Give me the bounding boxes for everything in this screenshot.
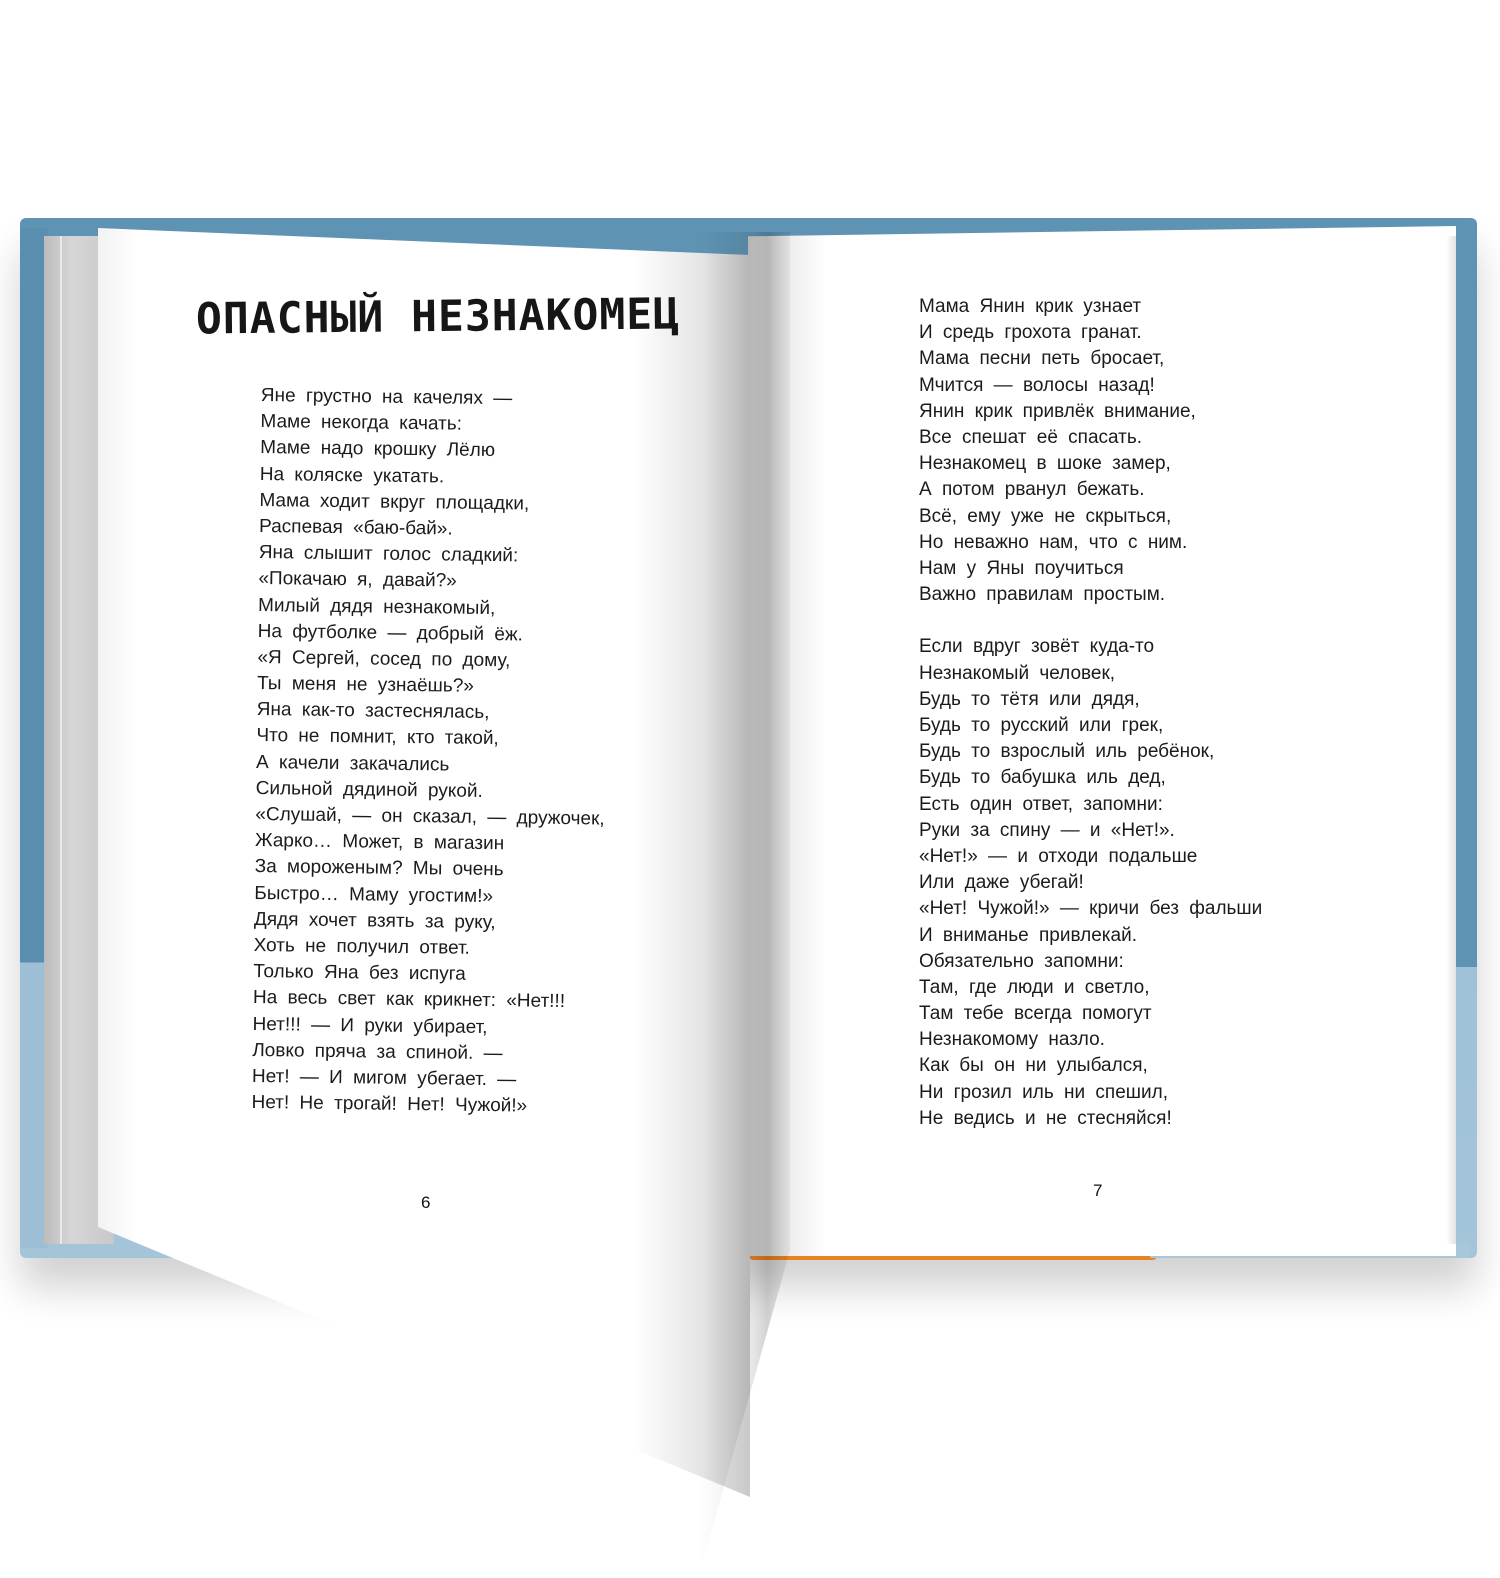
poem-line: Руки за спину — и «Нет!». (919, 819, 1175, 841)
right-poem (919, 294, 1262, 1132)
chapter-title: ОПАСНЫЙ НЕЗНАКОМЕЦ (195, 289, 681, 345)
poem-line: А качели закачались (255, 751, 450, 776)
poem-line: Милый дядя незнакомый, (257, 594, 496, 619)
poem-line: Ты меня не узнаёшь?» (256, 673, 475, 697)
poem-line: Жарко… Может, в магазин (254, 830, 505, 855)
poem-line: «Нет! Чужой!» — кричи без фальши (919, 898, 1263, 920)
page-number-right: 7 (1093, 1181, 1103, 1200)
poem-line: Маме некогда качать: (260, 411, 463, 435)
poem-line: Только Яна без испуга (253, 961, 466, 985)
poem-line: Всё, ему уже не скрыться, (919, 505, 1172, 527)
poem-line: «Покачаю я, давай?» (258, 568, 457, 592)
poem-line: Распевая «баю-бай». (258, 515, 453, 540)
poem-line: На весь свет как крикнет: «Нет!!! (252, 987, 566, 1013)
poem-line: Нет!!! — И руки убирает, (252, 1013, 488, 1038)
poem-line: Мама песни петь бросает, (919, 348, 1165, 370)
poem-line: «Слушай, — он сказал, — дружочек, (255, 803, 605, 830)
poem-line: «Нет!» — и отходи подальше (919, 845, 1198, 867)
poem-line: На коляске укатать. (259, 463, 445, 487)
poem-line: Все спешат её спасать. (919, 426, 1143, 448)
poem-line: Мама ходит вкруг площадки, (259, 489, 530, 515)
poem-line: А потом рванул бежать. (919, 479, 1145, 501)
poem-line: И вниманье привлекай. (919, 924, 1137, 946)
page-number-left: 6 (421, 1193, 431, 1212)
right-page-edge (1446, 236, 1456, 1244)
poem-line: Ни грозил иль ни спешил, (919, 1081, 1168, 1103)
poem-line: Не ведись и не стесняйся! (919, 1107, 1172, 1129)
poem-line: Если вдруг зовёт куда-то (919, 636, 1155, 658)
poem-line: Незнакомому назло. (919, 1029, 1105, 1051)
poem-line: Незнакомец в шоке замер, (919, 453, 1171, 475)
poem-line: Нам у Яны поучиться (919, 557, 1124, 579)
poem-line: Яне грустно на качелях — (260, 384, 513, 410)
poem-line: Быстро… Маму угостим!» (254, 882, 494, 907)
poem-line: Маме надо крошку Лёлю (260, 437, 496, 462)
poem-line: Будь то бабушка иль дед, (919, 767, 1166, 789)
stanza-gap (919, 608, 1262, 634)
poem-line: Яна слышит голос сладкий: (258, 542, 519, 567)
poem-line: Мчится — волосы назад! (919, 374, 1155, 396)
poem-line: Там, где люди и светло, (919, 976, 1150, 998)
poem-line: Будь то тётя или дядя, (919, 688, 1140, 710)
poem-line: «Я Сергей, сосед по дому, (257, 646, 511, 672)
poem-line: Нет! Не трогай! Нет! Чужой!» (251, 1092, 528, 1117)
poem-line: Нет! — И мигом убегает. — (251, 1065, 517, 1091)
poem-line: Яна как-то застеснялась, (256, 699, 490, 724)
poem-line: Как бы он ни улыбался, (919, 1055, 1148, 1077)
poem-line: Дядя хочет взять за руку, (253, 908, 496, 933)
poem-line: Или даже убегай! (919, 872, 1084, 894)
poem-line: Незнакомый человек, (919, 662, 1116, 684)
poem-line: За мороженым? Мы очень (254, 856, 504, 881)
poem-line: Есть один ответ, запомни: (919, 793, 1163, 815)
poem-line: Ловко пряча за спиной. — (252, 1039, 503, 1064)
poem-line: Но неважно нам, что с ним. (919, 531, 1188, 553)
poem-line: Мама Янин крик узнает (919, 296, 1142, 317)
left-poem (251, 383, 610, 1121)
poem-line: Янин крик привлёк внимание, (919, 400, 1196, 422)
poem-line: Будь то взрослый иль ребёнок, (919, 741, 1215, 763)
poem-line: Важно правилам простым. (919, 584, 1166, 606)
poem-line: Будь то русский или грек, (919, 715, 1164, 736)
poem-line: Там тебе всегда помогут (919, 1003, 1152, 1025)
poem-line: Сильной дядиной рукой. (255, 777, 483, 802)
poem-line: Что не помнит, кто такой, (256, 725, 499, 750)
poem-line: На футболке — добрый ёж. (257, 620, 524, 646)
poem-line: И средь грохота гранат. (919, 322, 1142, 344)
poem-line: Обязательно запомни: (919, 950, 1124, 972)
poem-line: Хоть не получил ответ. (253, 934, 471, 959)
